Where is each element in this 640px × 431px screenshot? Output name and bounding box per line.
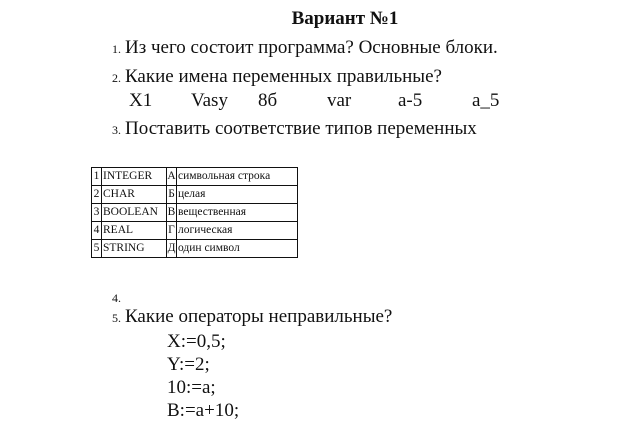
question-text: Поставить соответствие типов переменных (125, 118, 477, 139)
type-description: вещественная (177, 204, 298, 222)
type-name: REAL (102, 222, 167, 240)
type-description: логическая (177, 222, 298, 240)
row-number: 2 (92, 186, 102, 204)
answer-letter: В (167, 204, 177, 222)
row-number: 1 (92, 168, 102, 186)
operator-line: B:=a+10; (167, 400, 240, 421)
variable-name: a-5 (398, 90, 423, 111)
answer-letter: Б (167, 186, 177, 204)
page-title: Вариант №1 (291, 8, 399, 29)
question-number: 1. (112, 42, 121, 56)
answer-letter: Д (167, 240, 177, 258)
question-2 (112, 66, 442, 88)
question-text: Какие имена переменных правильные? (125, 66, 442, 87)
table-row (92, 186, 298, 204)
type-description: один символ (177, 240, 298, 258)
answer-letter: Г (167, 222, 177, 240)
operator-line: X:=0,5; (167, 331, 226, 352)
type-description: символьная строка (177, 168, 298, 186)
variable-name: X1 (129, 90, 153, 111)
question-1 (112, 37, 498, 59)
answer-letter: А (167, 168, 177, 186)
operator-line: 10:=a; (167, 377, 216, 398)
question-5 (112, 306, 392, 328)
table-row (92, 240, 298, 258)
table-row (92, 204, 298, 222)
row-number: 4 (92, 222, 102, 240)
variable-name: var (327, 90, 352, 111)
question-number: 2. (112, 71, 121, 85)
types-table (91, 167, 298, 258)
question-number: 4. (112, 291, 121, 305)
type-name: BOOLEAN (102, 204, 167, 222)
variable-names-row (0, 90, 640, 114)
table-row (92, 222, 298, 240)
type-name: INTEGER (102, 168, 167, 186)
question-number: 3. (112, 123, 121, 137)
operators-list (167, 330, 239, 422)
type-description: целая (177, 186, 298, 204)
variable-name: Vasy (191, 90, 228, 111)
row-number: 5 (92, 240, 102, 258)
operator-line: Y:=2; (167, 354, 210, 375)
question-text: Из чего состоит программа? Основные блоки. (125, 37, 498, 58)
table-row (92, 168, 298, 186)
type-name: CHAR (102, 186, 167, 204)
question-3 (112, 118, 477, 140)
type-name: STRING (102, 240, 167, 258)
variable-name: 8б (258, 90, 278, 111)
variable-name: a_5 (472, 90, 500, 111)
row-number: 3 (92, 204, 102, 222)
question-number: 5. (112, 311, 121, 325)
question-4 (112, 286, 125, 308)
question-text: Какие операторы неправильные? (125, 306, 393, 327)
